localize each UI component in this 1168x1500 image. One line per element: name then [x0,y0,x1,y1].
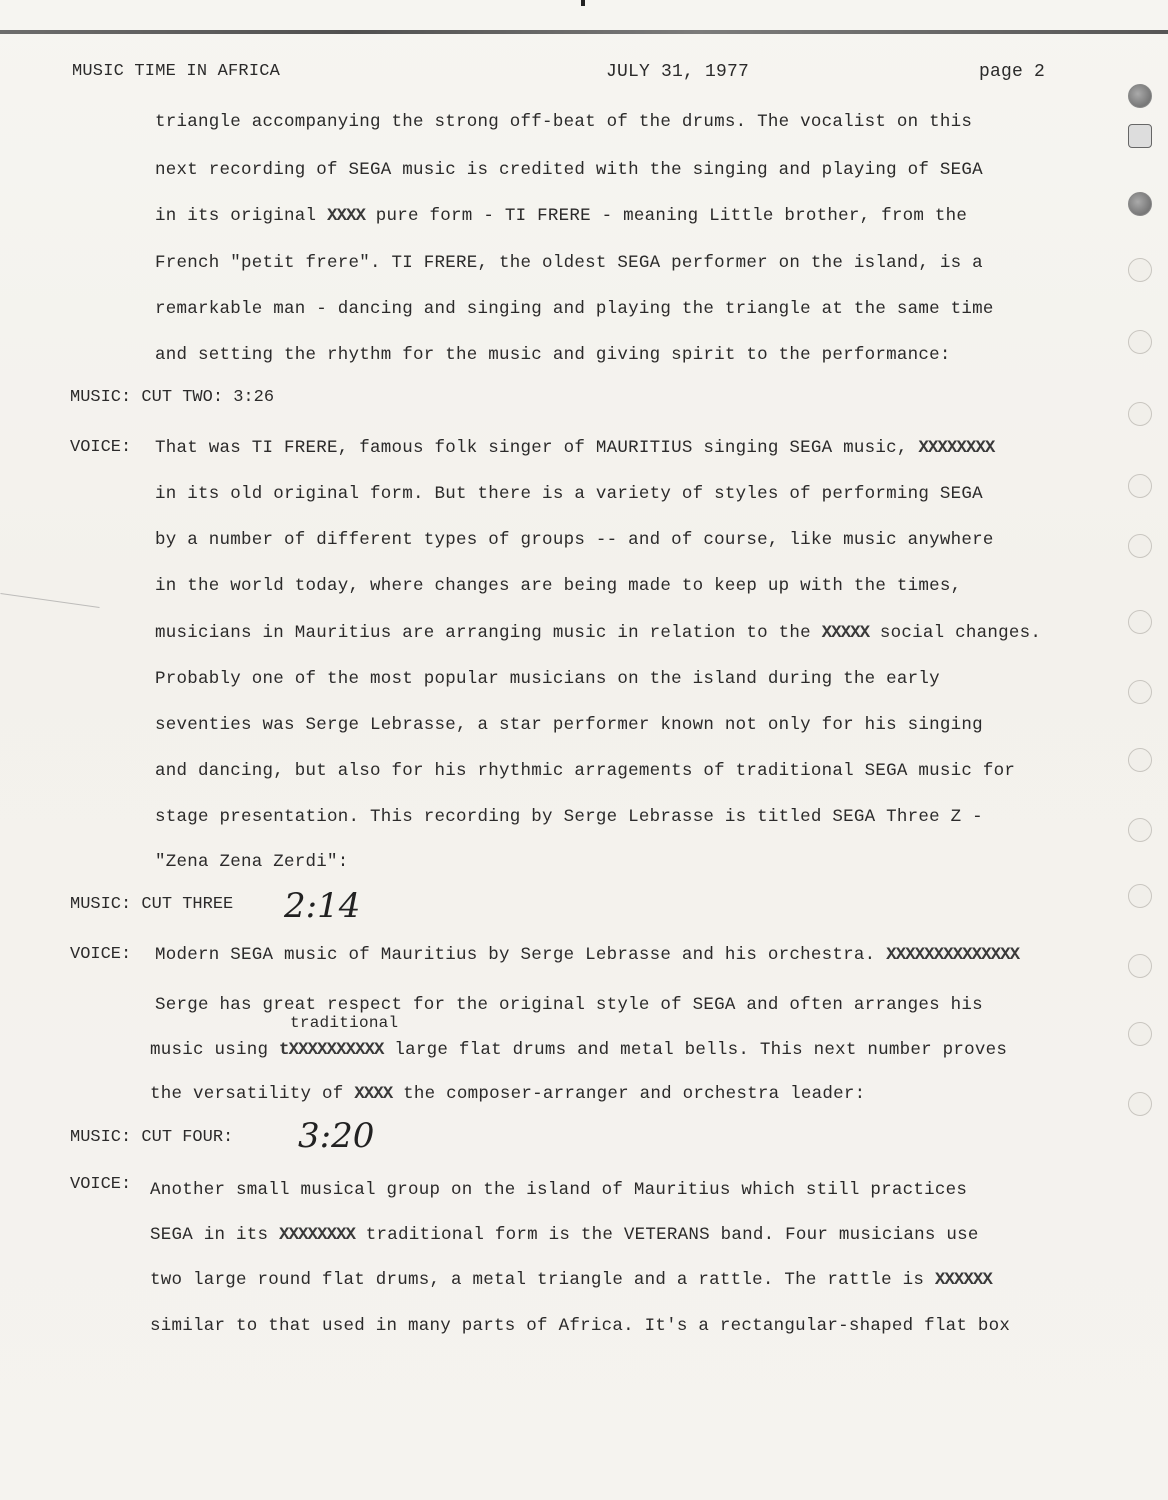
text-line: "Zena Zena Zerdi": [155,852,349,872]
broadcast-date: JULY 31, 1977 [606,62,750,82]
struck-text: XXXXXX [934,1270,992,1290]
text-line: That was TI FRERE, famous folk singer of MAURITIUS singing SEGA music, XXXXXXXX [155,438,995,458]
struck-text: XXXXXXXX [279,1225,356,1245]
binder-hole [1128,474,1152,498]
struck-text: tXXXXXXXXXX [279,1040,384,1060]
inserted-word: traditional [290,1014,399,1032]
handwritten-time: 2:14 [284,886,361,926]
binder-hole [1128,884,1152,908]
binder-hole [1128,84,1152,108]
struck-text: XXXX [354,1084,393,1104]
text-line: triangle accompanying the strong off-beat of the drums. The vocalist on this [155,112,973,132]
music-cue: MUSIC: CUT TWO: 3:26 [70,388,275,407]
text-line: Another small musical group on the island of Mauritius which still practices [150,1180,968,1200]
text-line: Modern SEGA music of Mauritius by Serge Lebrasse and his orchestra. XXXXXXXXXXXXXX [155,945,1020,965]
voice-cue: VOICE: [70,945,132,964]
voice-cue: VOICE: [70,438,132,457]
struck-text: XXXX [327,206,366,226]
text-line: remarkable man - dancing and singing and playing the triangle at the same time [155,299,994,319]
text-line: SEGA in its XXXXXXXX traditional form is the VETERANS band. Four musicians use [150,1225,979,1245]
text-line: in the world today, where changes are being made to keep up with the times, [155,576,962,596]
text-line: stage presentation. This recording by Serge Lebrasse is titled SEGA Three Z - [155,807,983,827]
binder-hole [1128,748,1152,772]
text-line: Serge has great respect for the original style of SEGA and often arranges his [155,995,983,1015]
text-line: next recording of SEGA music is credited with the singing and playing of SEGA [155,160,983,180]
text-line: by a number of different types of groups -- and of course, like music anywhere [155,530,994,550]
binder-hole [1128,954,1152,978]
text-line: and dancing, but also for his rhythmic arragements of traditional SEGA music for [155,761,1016,781]
struck-text: XXXXXXXXXXXXXX [886,945,1020,965]
program-title: MUSIC TIME IN AFRICA [72,62,281,81]
handwritten-time: 3:20 [298,1116,375,1156]
binder-hole [1128,402,1152,426]
binder-hole [1128,124,1152,148]
voice-cue: VOICE: [70,1175,132,1194]
binder-hole [1128,330,1152,354]
page-number: page 2 [979,62,1046,82]
text-line: the versatility of XXXX the composer-arranger and orchestra leader: [150,1084,866,1104]
text-line: musicians in Mauritius are arranging music in relation to the XXXXX social changes. [155,623,1042,643]
text-line: in its old original form. But there is a variety of styles of performing SEGA [155,484,983,504]
text-line: French "petit frere". TI FRERE, the oldest SEGA performer on the island, is a [155,253,983,273]
binder-hole [1128,610,1152,634]
text-line: two large round flat drums, a metal triangle and a rattle. The rattle is XXXXXX [150,1270,992,1290]
text-line: seventies was Serge Lebrasse, a star performer known not only for his singing [155,715,983,735]
text-line: and setting the rhythm for the music and giving spirit to the performance: [155,345,951,365]
music-cue: MUSIC: CUT THREE [70,895,234,914]
struck-text: XXXXXXXX [918,438,995,458]
binder-hole [1128,1092,1152,1116]
binder-hole [1128,680,1152,704]
binder-hole [1128,818,1152,842]
text-line: Probably one of the most popular musicians on the island during the early [155,669,940,689]
fold-mark [0,593,99,608]
struck-text: XXXXX [821,623,870,643]
text-line: in its original XXXX pure form - TI FRERE - meaning Little brother, from the [155,206,968,226]
top-rule [0,30,1168,34]
binder-hole [1128,1022,1152,1046]
binder-hole [1128,192,1152,216]
binder-hole [1128,534,1152,558]
text-line: music using tXXXXXXXXXX large flat drums and metal bells. This next number proves [150,1040,1008,1060]
binder-hole [1128,258,1152,282]
text-line: similar to that used in many parts of Africa. It's a rectangular-shaped flat box [150,1316,1011,1336]
music-cue: MUSIC: CUT FOUR: [70,1128,234,1147]
punch-mark [581,0,585,6]
